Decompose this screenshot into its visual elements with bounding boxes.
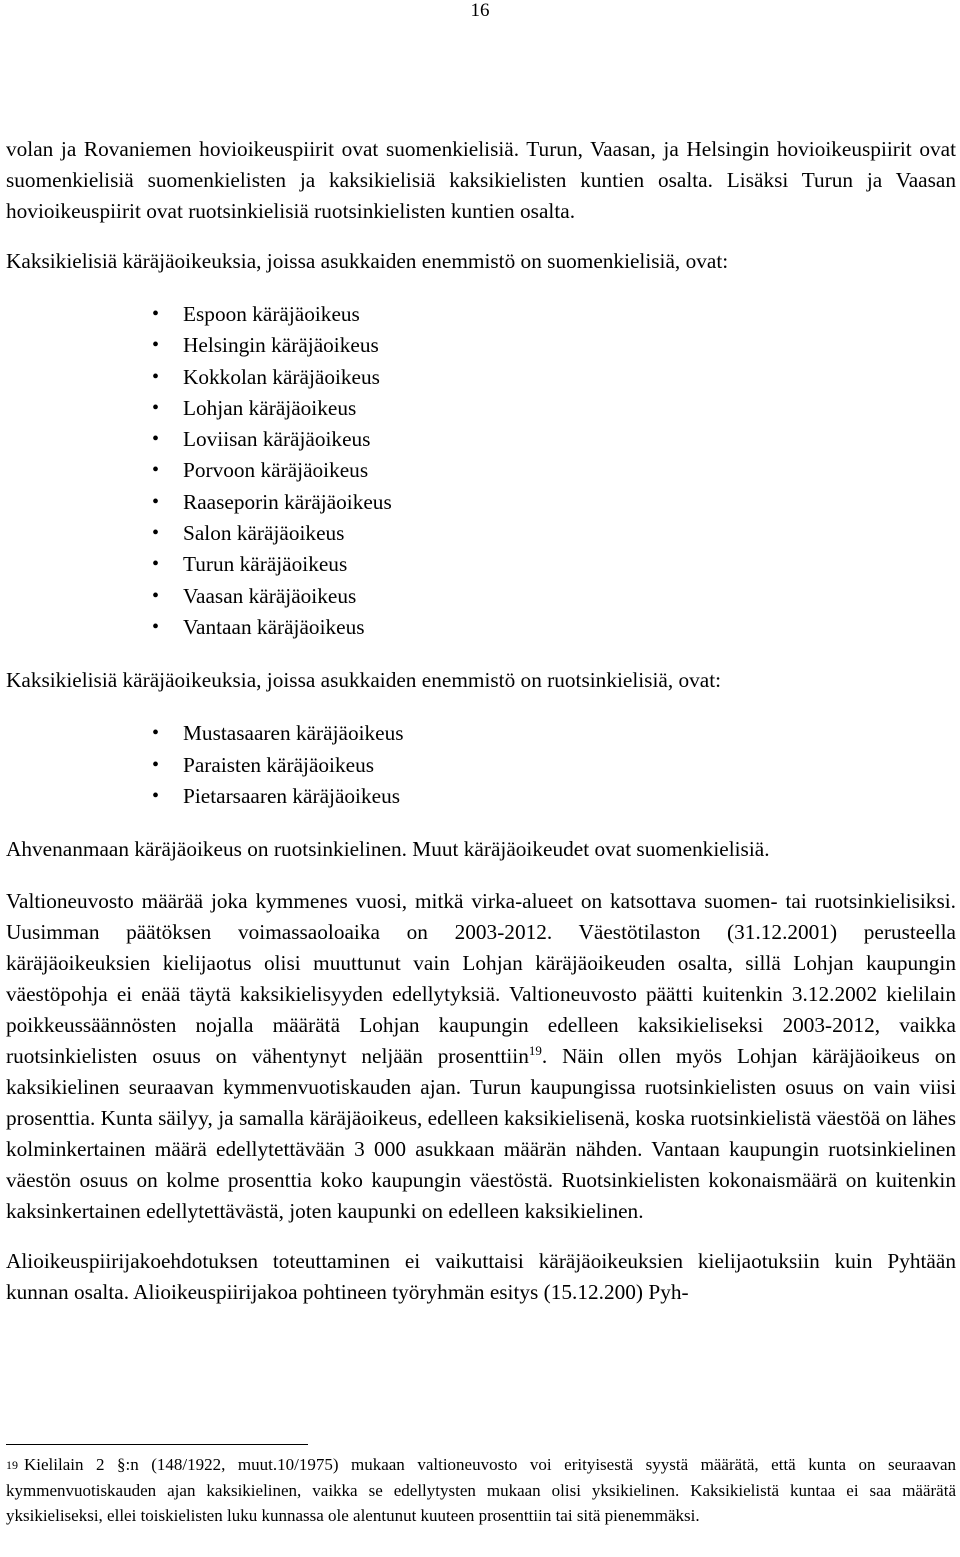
- list-item-label: Pietarsaaren käräjäoikeus: [183, 783, 401, 808]
- paragraph-swedish-majority-intro: Kaksikielisiä käräjäoikeuksia, joissa asukkaiden enemmistö on ruotsinkielisiä, ovat:: [6, 668, 722, 693]
- finnish-majority-court-list: [6, 299, 956, 643]
- list-item-label: Espoon käräjäoikeus: [183, 302, 360, 326]
- bullet-icon: •: [152, 522, 160, 545]
- paragraph-ahvenanmaa: Ahvenanmaan käräjäoikeus on ruotsinkielinen. Muut käräjäoikeudet ovat suomenkielisiä.: [6, 837, 770, 862]
- bullet-icon: •: [152, 365, 160, 388]
- list-item-label: Raaseporin käräjäoikeus: [183, 489, 392, 514]
- bullet-icon: •: [152, 553, 160, 576]
- footnote-divider: [6, 1444, 308, 1445]
- list-item: [6, 781, 956, 812]
- paragraph-finnish-majority-intro: Kaksikielisiä käräjäoikeuksia, joissa asukkaiden enemmistö on suomenkielisiä, ovat:: [6, 249, 729, 273]
- footnote-reference[interactable]: 19: [528, 1043, 542, 1059]
- list-item: [6, 581, 956, 612]
- paragraph-alioikeuspiirijako: Alioikeuspiirijakoehdotuksen toteuttaminen ei vaikuttaisi käräjäoikeuksien kielijaotuksiin kuin Pyhtään kunnan osalta. Alioikeuspiirijakoa pohtineen työryhmän esitys (15.12.200) Pyh-: [6, 1249, 956, 1305]
- list-item: [6, 612, 956, 643]
- bullet-icon: •: [152, 334, 160, 357]
- list-item: [6, 330, 956, 361]
- list-item-label: Mustasaaren käräjäoikeus: [183, 721, 404, 746]
- list-item-label: Loviisan käräjäoikeus: [183, 427, 371, 452]
- list-item: [6, 487, 956, 518]
- list-item: [6, 424, 956, 455]
- list-item-label: Salon käräjäoikeus: [183, 521, 345, 546]
- list-item-label: Helsingin käräjäoikeus: [183, 333, 379, 358]
- list-item: [6, 718, 956, 749]
- bullet-icon: •: [152, 722, 160, 745]
- list-item-label: Vaasan käräjäoikeus: [183, 583, 357, 608]
- bullet-icon: •: [152, 753, 160, 776]
- swedish-majority-court-list: [6, 718, 956, 812]
- footnote-number: 19: [6, 1458, 18, 1472]
- list-item-label: Vantaan käräjäoikeus: [183, 614, 365, 639]
- list-item-label: Kokkolan käräjäoikeus: [183, 364, 380, 389]
- list-item: [6, 750, 956, 781]
- list-item: [6, 393, 956, 424]
- bullet-icon: •: [152, 396, 160, 419]
- bullet-icon: •: [152, 584, 160, 607]
- page-number: 16: [470, 0, 490, 21]
- paragraph-text: Valtioneuvosto määrää joka kymmenes vuosi, mitkä virka-alueet on katsottava suomen- tai ruotsinkielisiksi. Uusimman päätöksen voimassaoloaika on 2003-2012. Väestötilaston (31.12.2001) perusteella käräjäoikeuksien kielijaotus olisi muuttunut vain Lohjan käräjäoikeuden osalta, sillä Lohjan kaupungin väestöpohja ei enää täytä kaksikielisyyden edellytyksiä. Valtioneuvosto päätti kuitenkin 3.12.2002 kielilain poikkeussäännösten nojalla määrätä Lohjan kaupungin edelleen kaksikieliseksi 2003-2012, vaikka ruotsinkielisten osuus on vähentynyt neljään prosenttiin: [6, 889, 956, 1069]
- document-body: [6, 134, 956, 1308]
- footnote: [6, 1452, 956, 1529]
- bullet-icon: •: [152, 459, 160, 482]
- paragraph-valtioneuvosto: [6, 886, 956, 1227]
- list-item-label: Porvoon käräjäoikeus: [183, 458, 369, 483]
- list-item: [6, 299, 956, 330]
- list-item: [6, 362, 956, 393]
- list-item: [6, 455, 956, 486]
- footnote-text: Kielilain 2 §:n (148/1922, muut.10/1975) mukaan valtioneuvosto voi erityisestä syystä määrätä, että kunta on seuraavan kymmenvuotiskauden ajan kaksikielinen, vaikka se edellytysten mukaan olisi yksikielinen. Kaksikielistä kuntaa ei saa määrätä yksikieliseksi, ellei toiskielisten luku kunnassa ole alentunut kuuteen prosenttiin tai sitä pienemmäksi.: [6, 1455, 956, 1525]
- bullet-icon: •: [152, 303, 160, 325]
- list-item-label: Lohjan käräjäoikeus: [183, 395, 357, 420]
- bullet-icon: •: [152, 615, 160, 638]
- bullet-icon: •: [152, 784, 160, 807]
- paragraph-hovioikeuspiirit: volan ja Rovaniemen hovioikeuspiirit ovat suomenkielisiä. Turun, Vaasan, ja Helsingin hovioikeuspiirit ovat suomenkielisiä suomenkielisten ja kaksikielisiä kaksikielisten kuntien osalta. Lisäksi Turun ja Vaasan hovioikeuspiirit ovat ruotsinkielisiä ruotsinkielisten kuntien osalta.: [6, 137, 956, 223]
- list-item-label: Paraisten käräjäoikeus: [183, 752, 375, 777]
- list-item: [6, 549, 956, 580]
- bullet-icon: •: [152, 428, 160, 451]
- paragraph-text: . Näin ollen myös Lohjan käräjäoikeus on kaksikielinen seuraavan kymmenvuotiskauden ajan. Turun kaupungissa ruotsinkielisten osuus on vain viisi prosenttia. Kunta säilyy, ja samalla käräjäoikeus, edelleen kaksikielisenä, koska ruotsinkielistä väestöä on lähes kolminkertainen määrä edellytettävään 3 000 asukkaan määrän nähden. Vantaan kaupungin ruotsinkielinen väestön osuus on kolme prosenttia koko kaupungin väestöstä. Ruotsinkielisten kokonaismäärä on kuitenkin kaksinkertainen edellytettävästä, joten kaupunki on edelleen kaksikielinen.: [6, 1044, 957, 1224]
- list-item-label: Turun käräjäoikeus: [183, 552, 348, 577]
- list-item: [6, 518, 956, 549]
- bullet-icon: •: [152, 490, 160, 513]
